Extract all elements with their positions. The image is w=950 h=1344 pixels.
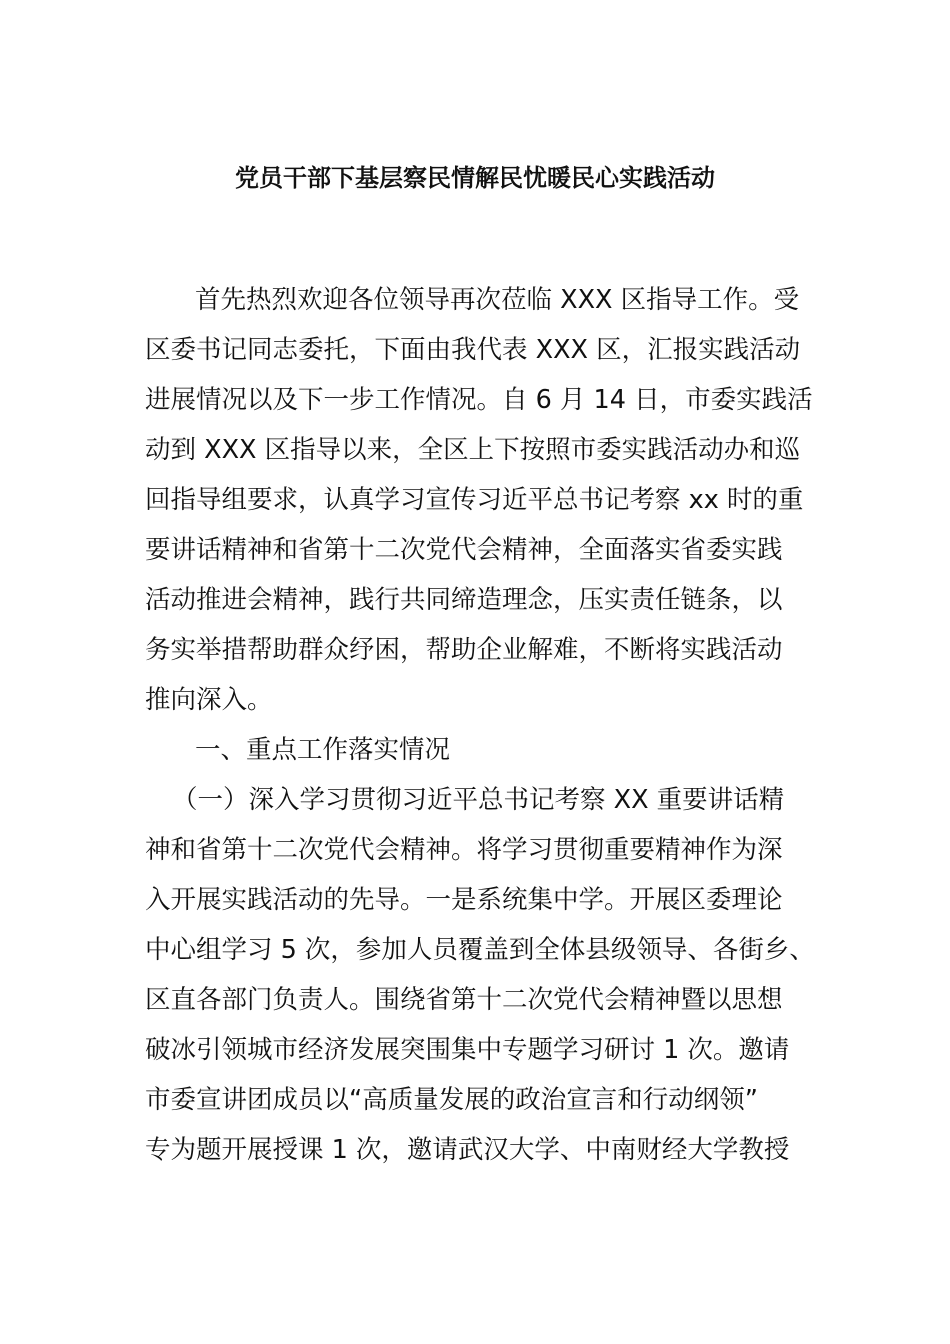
body-line: 回指导组要求，认真学习宣传习近平总书记考察 xx 时的重	[145, 485, 804, 515]
body-line: 动到 XXX 区指导以来，全区上下按照市委实践活动办和巡	[145, 435, 801, 465]
body-line: 活动推进会精神，践行共同缔造理念，压实责任链条，以	[145, 585, 783, 615]
body-line: 神和省第十二次党代会精神。将学习贯彻重要精神作为深	[145, 835, 783, 865]
body-line: 首先热烈欢迎各位领导再次莅临 XXX 区指导工作。受	[195, 285, 800, 315]
body-line: 要讲话精神和省第十二次党代会精神，全面落实省委实践	[145, 535, 783, 565]
body-line: 进展情况以及下一步工作情况。自 6 月 14 日，市委实践活	[145, 385, 813, 415]
section-heading: 一、重点工作落实情况	[195, 735, 451, 765]
body-line: 区直各部门负责人。围绕省第十二次党代会精神暨以思想	[145, 985, 783, 1015]
body-line: 务实举措帮助群众纾困，帮助企业解难，不断将实践活动	[145, 635, 783, 665]
document-title: 党员干部下基层察民情解民忧暖民心实践活动	[235, 164, 715, 192]
body-line: 市委宣讲团成员以“高质量发展的政治宣言和行动纲领”	[145, 1085, 758, 1115]
body-line: 中心组学习 5 次，参加人员覆盖到全体县级领导、各街乡、	[145, 935, 815, 965]
body-line: 推向深入。	[145, 685, 273, 715]
subsection-heading-line: （一）深入学习贯彻习近平总书记考察 XX 重要讲话精	[172, 785, 785, 815]
body-line: 入开展实践活动的先导。一是系统集中学。开展区委理论	[145, 885, 783, 915]
body-line: 专为题开展授课 1 次，邀请武汉大学、中南财经大学教授	[145, 1135, 790, 1165]
body-line: 区委书记同志委托，下面由我代表 XXX 区，汇报实践活动	[145, 335, 801, 365]
body-line: 破冰引领城市经济发展突围集中专题学习研讨 1 次。邀请	[145, 1035, 790, 1065]
